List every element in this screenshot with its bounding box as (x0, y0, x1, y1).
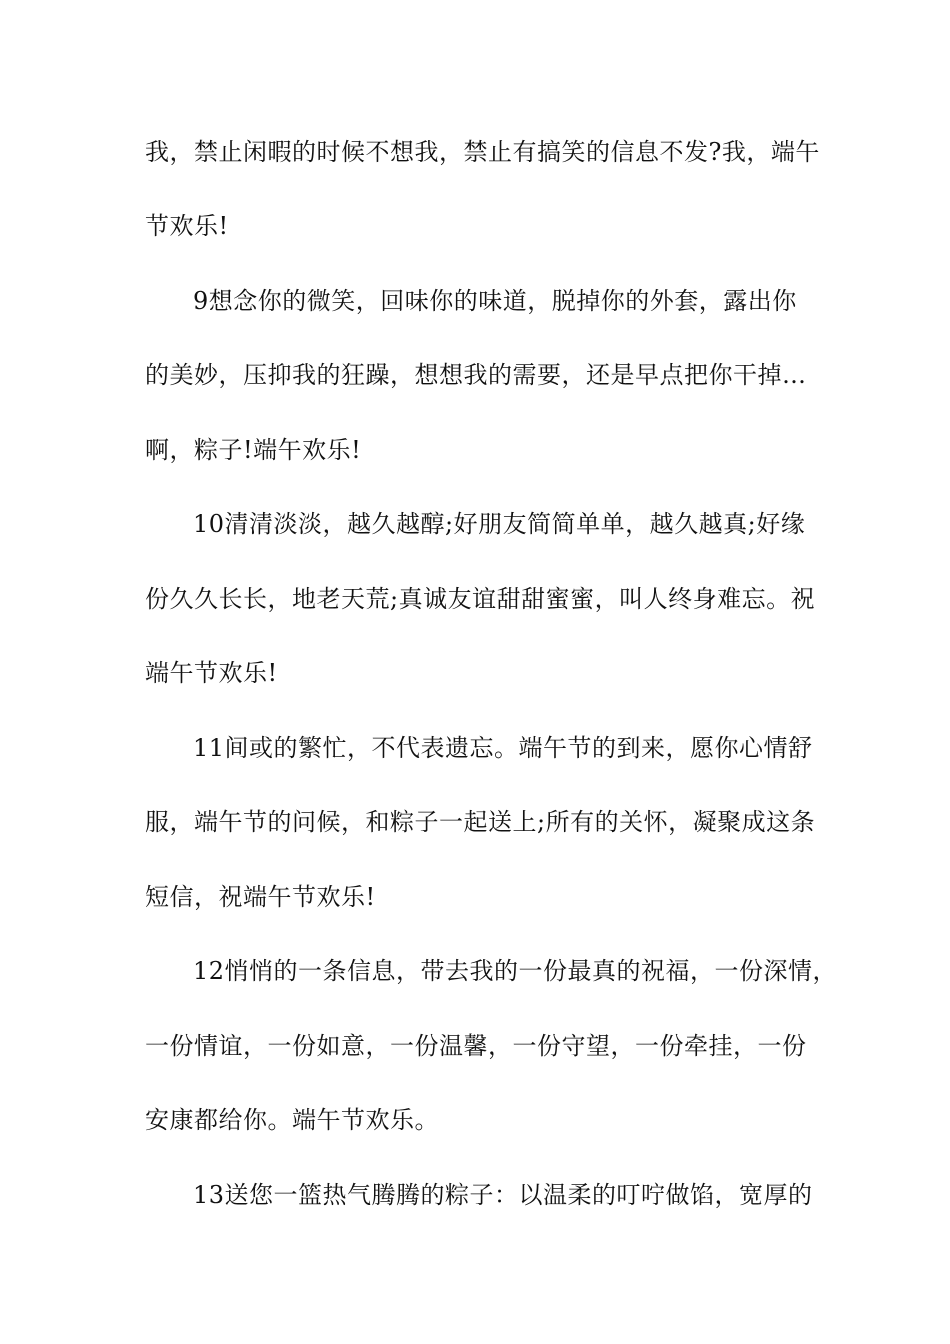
text-line: 我，禁止闲暇的时候不想我，禁止有搞笑的信息不发?我，端午 (145, 138, 820, 166)
paragraph-13-line: 13送您一篮热气腾腾的粽子：以温柔的叮咛做馅，宽厚的 (193, 1181, 813, 1209)
text-line: 份久久长长，地老天荒;真诚友谊甜甜蜜蜜，叫人终身难忘。祝 (145, 585, 816, 613)
paragraph-11-line: 11间或的繁忙，不代表遗忘。端午节的到来，愿你心情舒 (193, 734, 813, 762)
paragraph-10-line: 10清清淡淡，越久越醇;好朋友简简单单，越久越真;好缘 (193, 510, 806, 538)
paragraph-9-line: 9想念你的微笑，回味你的味道，脱掉你的外套，露出你 (193, 287, 797, 315)
paragraph-12-line: 12悄悄的一条信息，带去我的一份最真的祝福，一份深情， (193, 957, 838, 985)
text-line: 短信，祝端午节欢乐! (145, 883, 376, 911)
text-line: 一份情谊，一份如意，一份温馨，一份守望，一份牵挂，一份 (145, 1032, 807, 1060)
text-line: 端午节欢乐! (145, 659, 278, 687)
text-line: 的美妙，压抑我的狂躁，想想我的需要，还是早点把你干掉… (145, 361, 807, 389)
text-line: 啊，粽子!端午欢乐! (145, 436, 362, 464)
text-line: 安康都给你。端午节欢乐。 (145, 1106, 439, 1134)
text-line: 服，端午节的问候，和粽子一起送上;所有的关怀，凝聚成这条 (145, 808, 816, 836)
text-line: 节欢乐! (145, 212, 229, 240)
